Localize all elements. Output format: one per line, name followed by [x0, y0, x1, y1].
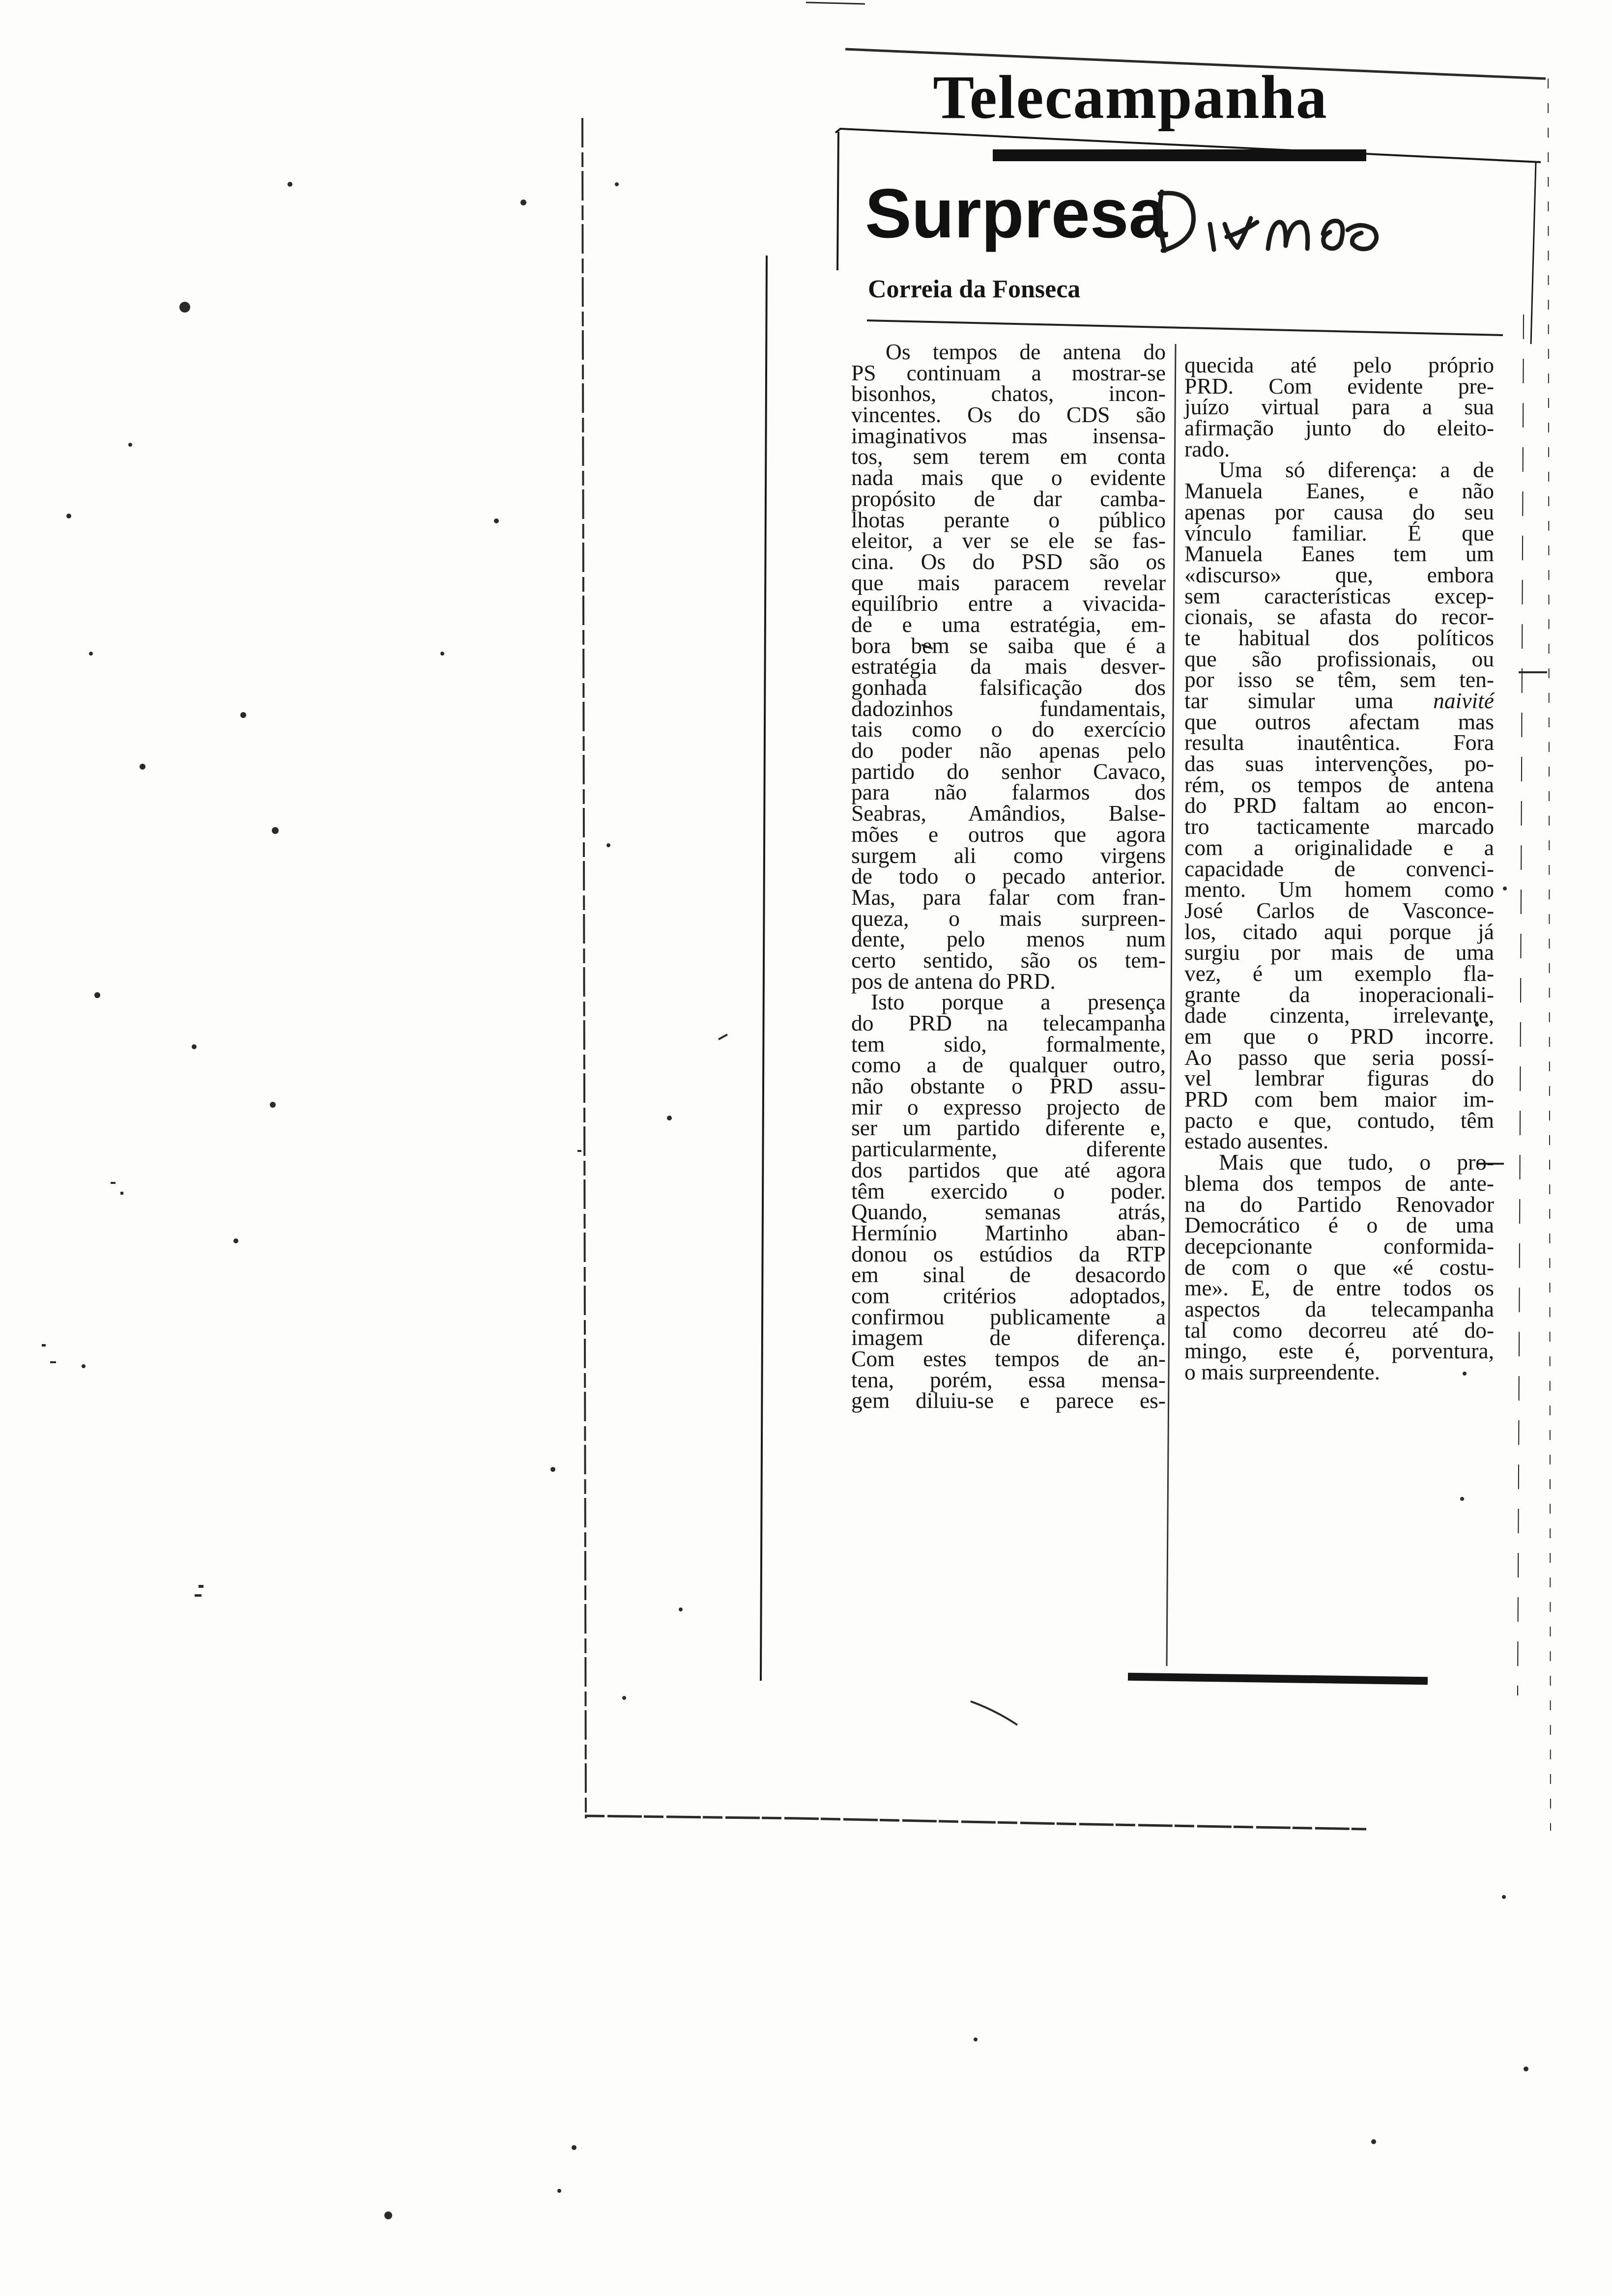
article-line: cionais, se afasta do recor- [1184, 604, 1494, 630]
article-line: mento. Um homem como [1184, 877, 1494, 902]
article-line: vínculo familiar. É que [1184, 520, 1494, 545]
article-line: dade cinzenta, irrelevante, [1184, 1003, 1494, 1028]
article-line: equilíbrio entre a vivacida- [851, 591, 1166, 616]
article-line: dos partidos que até agora [851, 1157, 1166, 1182]
article-line: donou os estúdios da RTP [851, 1241, 1166, 1266]
article-line: imaginativos mas insensa- [851, 423, 1166, 448]
article-line: grante da inoperacionali- [1184, 981, 1494, 1007]
article-line: me». E, de entre todos os [1184, 1275, 1494, 1301]
article-line: apenas por causa do seu [1184, 499, 1494, 524]
article-line: lhotas perante o público [851, 507, 1166, 532]
section-kicker: Telecampanha [933, 63, 1328, 132]
article-line: estado ausentes. [1184, 1128, 1329, 1154]
byline-rule [867, 320, 1503, 335]
column-rule [1167, 344, 1176, 1666]
article-line: Manuela Eanes tem um [1184, 541, 1494, 567]
article-line: que são profissionais, ou [1184, 646, 1494, 671]
article-line: tena, porém, essa mensa- [851, 1367, 1166, 1392]
article-line: certo sentido, são os tem- [851, 947, 1166, 973]
article-column-1 [851, 339, 1166, 1413]
article-line: do poder não apenas pelo [851, 738, 1166, 763]
article-line: mir o expresso projecto de [851, 1094, 1166, 1119]
article-line: bisonhos, chatos, incon- [851, 381, 1166, 406]
article-line: em sinal de desacordo [851, 1262, 1166, 1288]
article-line: nada mais que o evidente [851, 465, 1166, 490]
article-line: PRD. Com evidente pre- [1184, 373, 1494, 399]
article-line: têm exercido o poder. [851, 1178, 1166, 1204]
article-line: vez, é um exemplo fla- [1184, 960, 1494, 986]
article-line: decepcionante conformida- [1184, 1233, 1494, 1259]
article-line: Seabras, Amândios, Balse- [851, 801, 1166, 826]
article-line: Os tempos de antena do [886, 339, 1166, 364]
article-line: rado. [1184, 436, 1230, 461]
article-line: o mais surpreendente. [1184, 1359, 1380, 1384]
article-line: blema dos tempos de ante- [1184, 1170, 1494, 1196]
article-line: tais como o do exercício [851, 717, 1166, 742]
article-line: dente, pelo menos num [851, 926, 1166, 952]
article-line: eleitor, a ver se ele se fas- [851, 528, 1166, 553]
article-line: tal como decorreu até do- [1184, 1317, 1494, 1343]
article-line: Mas, para falar com fran- [851, 884, 1166, 910]
article-line: tar simular uma naivité [1184, 688, 1494, 713]
article-line: juízo virtual para a sua [1184, 394, 1494, 420]
article-line: Manuela Eanes, e não [1184, 478, 1494, 504]
article-line: Quando, semanas atrás, [851, 1199, 1166, 1225]
article-line: em que o PRD incorre. [1184, 1024, 1494, 1049]
article-line: dadozinhos fundamentais, [851, 695, 1166, 721]
article-line: cina. Os do PSD são os [851, 548, 1166, 574]
article-line: com critérios adoptados, [851, 1283, 1166, 1308]
article-line: estratégia da mais desver- [851, 654, 1166, 679]
article-line: que mais paracem revelar [851, 570, 1166, 595]
article-line: para não falarmos dos [851, 779, 1166, 805]
article-line: sem características excep- [1184, 583, 1494, 608]
article-line: te habitual dos políticos [1184, 625, 1494, 650]
article-line: de e uma estratégia, em- [851, 611, 1166, 637]
article-line: propósito de dar camba- [851, 486, 1166, 511]
article-line: na do Partido Renovador [1184, 1191, 1494, 1217]
article-line: Com estes tempos de an- [851, 1346, 1166, 1371]
article-line: Hermínio Martinho aban- [851, 1220, 1166, 1245]
handwritten-signature [1145, 177, 1401, 260]
article-line: com a originalidade e a [1184, 834, 1494, 860]
article-line: vel lembrar figuras do [1184, 1065, 1494, 1091]
article-line: Democrático é o de uma [1184, 1212, 1494, 1238]
article-line: Mais que tudo, o pro- [1219, 1149, 1494, 1175]
article-line: das suas intervenções, po- [1184, 751, 1494, 776]
article-line: como a de qualquer outro, [851, 1052, 1166, 1078]
headline: Surpresa [865, 174, 1168, 253]
article-line: surgem ali como virgens [851, 842, 1166, 868]
article-line: do PRD na telecampanha [851, 1010, 1166, 1035]
article-line: pacto e que, contudo, têm [1184, 1107, 1494, 1133]
article-line: que outros afectam mas [1184, 709, 1494, 734]
article-line: rém, os tempos de antena [1184, 772, 1494, 797]
article-line: afirmação junto do eleito- [1184, 415, 1494, 441]
article-line: mões e outros que agora [851, 821, 1166, 847]
article-line: de com o que «é costu- [1184, 1254, 1494, 1280]
article-line: bora bem se saiba que é a [851, 632, 1166, 658]
article-line: do PRD faltam ao encon- [1184, 793, 1494, 818]
article-line: PRD com bem maior im- [1184, 1087, 1494, 1112]
article-line: gonhada falsificação dos [851, 675, 1166, 700]
article-line: imagem de diferença. [851, 1325, 1166, 1350]
article-line: PS continuam a mostrar-se [851, 360, 1166, 385]
article-line: de todo o pecado anterior. [851, 863, 1166, 889]
article-line: particularmente, diferente [851, 1136, 1166, 1162]
article-line: Isto porque a presença [871, 989, 1166, 1015]
article-line: por isso se têm, sem ten- [1184, 667, 1494, 692]
article-line: não obstante o PRD assu- [851, 1073, 1166, 1099]
article-line: Ao passo que seria possí- [1184, 1044, 1494, 1070]
article-line: tem sido, formalmente, [851, 1031, 1166, 1057]
article-line: ser um partido diferente e, [851, 1115, 1166, 1141]
article-line: aspectos da telecampanha [1184, 1296, 1494, 1321]
article-line: mingo, este é, porventura, [1184, 1338, 1494, 1364]
article-line: resulta inautêntica. Fora [1184, 730, 1494, 755]
article-line: Uma só diferença: a de [1219, 457, 1494, 483]
article-line: surgiu por mais de uma [1184, 940, 1494, 965]
article-line: «discurso» que, embora [1184, 562, 1494, 587]
article-line: confirmou publicamente a [851, 1304, 1166, 1329]
article-line: tro tacticamente marcado [1184, 814, 1494, 839]
end-bar [1128, 1673, 1428, 1685]
article-line: capacidade de convenci- [1184, 856, 1494, 881]
article-line: partido do senhor Cavaco, [851, 758, 1166, 784]
article-line: los, citado aqui porque já [1184, 918, 1494, 944]
article-line: vincentes. Os do CDS são [851, 402, 1166, 428]
article-column-2 [1184, 352, 1494, 1384]
article-line: José Carlos de Vasconce- [1184, 897, 1494, 923]
article-line: quecida até pelo próprio [1184, 352, 1494, 377]
article-line: queza, o mais surpreen- [851, 905, 1166, 931]
article-line: tos, sem terem em conta [851, 444, 1166, 469]
article-line: pos de antena do PRD. [851, 968, 1056, 994]
article-line: gem diluiu-se e parece es- [851, 1388, 1166, 1413]
byline: Correia da Fonseca [868, 275, 1081, 303]
header-bar [993, 149, 1366, 161]
